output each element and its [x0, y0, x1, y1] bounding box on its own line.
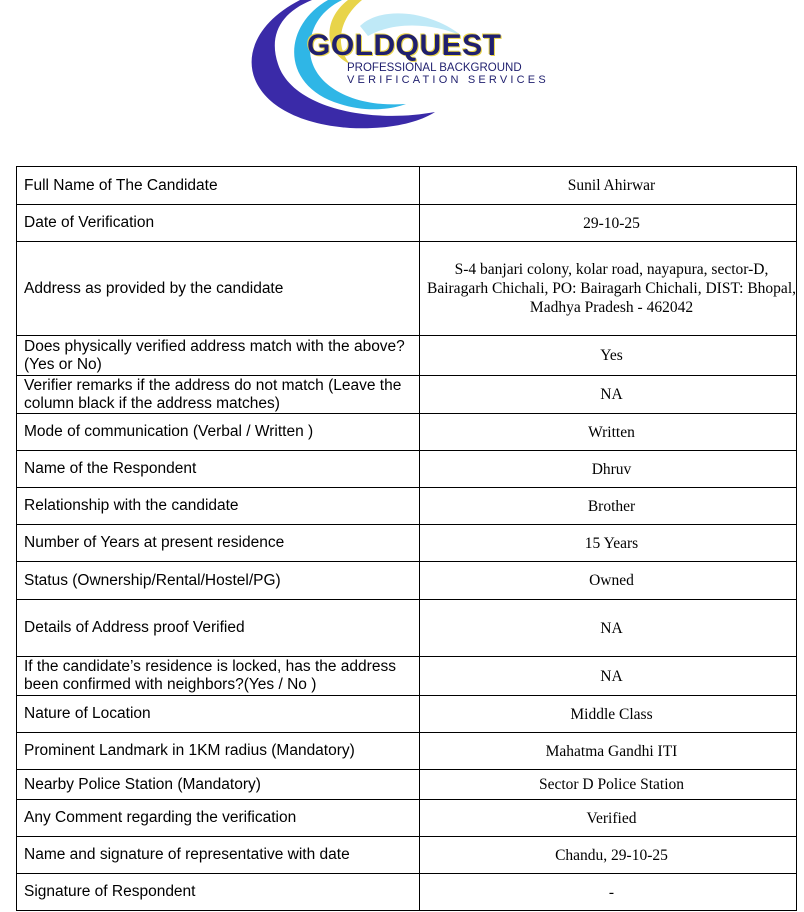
row-value: NA [420, 657, 797, 696]
row-label: Does physically verified address match with the above?(Yes or No) [17, 336, 420, 376]
row-value: Brother [420, 488, 797, 525]
row-label: Full Name of The Candidate [17, 167, 420, 205]
row-value: NA [420, 376, 797, 414]
table-row [17, 488, 797, 525]
table-row [17, 336, 797, 376]
row-label: Relationship with the candidate [17, 488, 420, 525]
table-row [17, 800, 797, 837]
table-row [17, 525, 797, 562]
row-label: Mode of communication (Verbal / Written ) [17, 414, 420, 451]
table-row [17, 167, 797, 205]
table-row [17, 562, 797, 600]
row-label: Name and signature of representative with date [17, 837, 420, 874]
verification-report-table [16, 166, 797, 911]
row-value: Middle Class [420, 696, 797, 733]
table-row [17, 451, 797, 488]
row-value: Sector D Police Station [420, 770, 797, 800]
row-value: NA [420, 600, 797, 657]
logo-brand-name: GOLDQUEST [307, 29, 502, 62]
table-row [17, 874, 797, 911]
row-value: - [420, 874, 797, 911]
row-value: S-4 banjari colony, kolar road, nayapura, sector-D, Bairagarh Chichali, PO: Bairagarh Chichali, DIST: Bhopal, Madhya Pradesh - 462042 [420, 242, 797, 336]
row-value: Owned [420, 562, 797, 600]
logo-text-block [307, 30, 587, 86]
row-value: Dhruv [420, 451, 797, 488]
row-label: Number of Years at present residence [17, 525, 420, 562]
row-value: Sunil Ahirwar [420, 167, 797, 205]
row-label: Nearby Police Station (Mandatory) [17, 770, 420, 800]
row-label: Status (Ownership/Rental/Hostel/PG) [17, 562, 420, 600]
table-row [17, 837, 797, 874]
table-row [17, 733, 797, 770]
row-value: Chandu, 29-10-25 [420, 837, 797, 874]
table-row [17, 414, 797, 451]
row-label: If the candidate’s residence is locked, has the address been confirmed with neighbors?(Yes / No ) [17, 657, 420, 696]
table-row [17, 205, 797, 242]
row-value: Verified [420, 800, 797, 837]
row-value: 15 Years [420, 525, 797, 562]
row-label: Name of the Respondent [17, 451, 420, 488]
table-row [17, 657, 797, 696]
row-label: Any Comment regarding the verification [17, 800, 420, 837]
row-label: Address as provided by the candidate [17, 242, 420, 336]
table-row [17, 242, 797, 336]
table-row [17, 376, 797, 414]
row-value: Written [420, 414, 797, 451]
row-label: Nature of Location [17, 696, 420, 733]
row-value: Yes [420, 336, 797, 376]
table-row [17, 770, 797, 800]
logo-tagline-line2: VERIFICATION SERVICES [347, 74, 549, 86]
row-label: Prominent Landmark in 1KM radius (Mandatory) [17, 733, 420, 770]
logo-tagline-line1: PROFESSIONAL BACKGROUND [347, 62, 522, 74]
row-label: Details of Address proof Verified [17, 600, 420, 657]
table-row [17, 696, 797, 733]
row-label: Verifier remarks if the address do not match (Leave the column black if the address matches) [17, 376, 420, 414]
row-value: 29-10-25 [420, 205, 797, 242]
row-label: Signature of Respondent [17, 874, 420, 911]
table-row [17, 600, 797, 657]
row-label: Date of Verification [17, 205, 420, 242]
row-value: Mahatma Gandhi ITI [420, 733, 797, 770]
